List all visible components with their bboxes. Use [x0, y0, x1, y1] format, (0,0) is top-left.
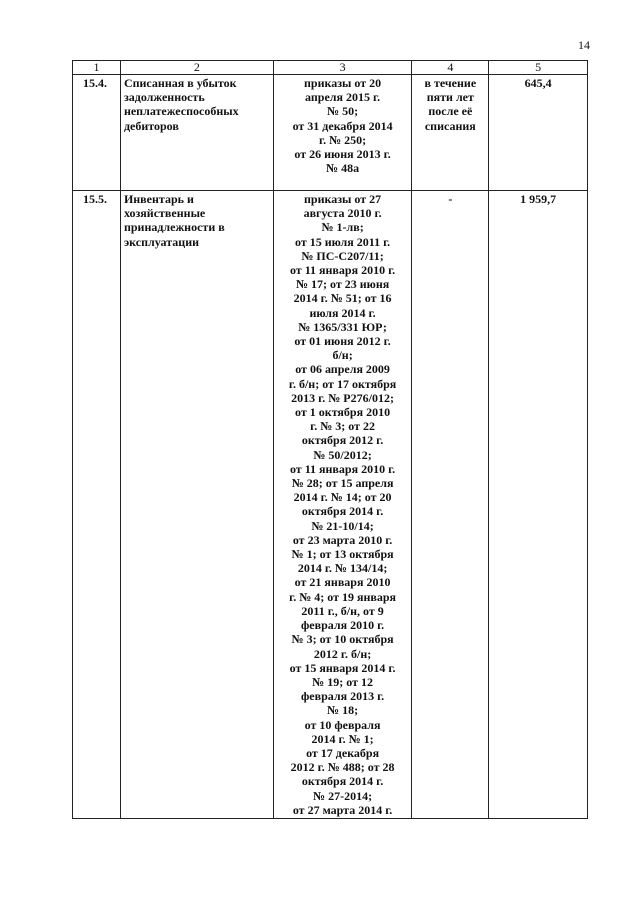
document-line: 2011 г., б/н, от 9 — [301, 603, 384, 618]
item-name-word: в — [218, 220, 225, 235]
document-line: № 48а — [326, 161, 360, 176]
item-name-line: Списанная в убыток — [123, 76, 237, 90]
document-line: от 1 октября 2010 — [295, 405, 391, 420]
documents-cell — [273, 191, 412, 819]
item-name-line: хозяйственные — [123, 206, 206, 221]
document-line: 2014 г. № 134/14; — [297, 561, 388, 576]
table-row — [73, 191, 588, 819]
document-line: № 50/2012; — [313, 447, 372, 462]
document-line: 2013 г. № Р276/012; — [291, 390, 394, 405]
term-line: пяти лет — [426, 90, 474, 105]
document-line: г. № 250; — [319, 132, 367, 147]
document-line: № 17; от 23 июня — [295, 277, 390, 292]
item-name-line: неплатежеспособных — [123, 104, 239, 119]
item-name-cell — [120, 191, 273, 819]
document-line: августа 2010 г. — [303, 206, 382, 221]
document-line: 2012 г. б/н; — [313, 646, 372, 661]
document-line: июля 2014 г. — [309, 305, 376, 320]
document-line: февраля 2013 г. — [300, 689, 385, 704]
column-number-2: 2 — [120, 61, 273, 75]
column-number-1: 1 — [73, 61, 121, 75]
document-line: 2014 г. № 14; от 20 — [293, 490, 392, 505]
document-line: 2012 г. № 488; от 28 — [290, 760, 395, 775]
document-line: октября 2014 г. — [301, 504, 384, 519]
item-name-line: дебиторов — [123, 118, 179, 133]
document-line: от 10 февраля — [304, 717, 381, 732]
document-line: № 50; — [327, 104, 359, 119]
document-line: от 15 января 2014 г. — [289, 660, 396, 675]
term-cell: - — [412, 191, 489, 819]
document-line: 2014 г. № 1; — [311, 731, 374, 746]
document-line: апреля 2015 г. — [305, 90, 381, 105]
page-number: 14 — [578, 38, 590, 52]
document-line: от 21 января 2010 — [294, 575, 391, 590]
document-line: октября 2012 г. — [301, 433, 384, 448]
row-number: 15.5. — [73, 191, 121, 819]
item-name-line — [124, 192, 270, 206]
document-line: № 18; — [327, 703, 359, 718]
document-line: от 27 марта 2014 г. — [292, 802, 393, 817]
document-line: № 1-лв; — [321, 220, 364, 235]
documents-cell — [273, 75, 412, 191]
document-line: от 23 марта 2010 г. — [292, 532, 393, 547]
document-line: г. № 3; от 22 — [310, 419, 376, 434]
item-name-word: принадлежности — [123, 220, 216, 235]
item-name-line — [124, 220, 270, 234]
item-name-line: эксплуатации — [123, 234, 200, 249]
column-number-3: 3 — [273, 61, 412, 75]
document-line: от 15 июля 2011 г. — [294, 234, 391, 249]
document-line: от 31 декабря 2014 — [292, 118, 393, 133]
document-line: № 27-2014; — [313, 788, 373, 803]
document-line: 2014 г. № 51; от 16 — [293, 291, 392, 306]
item-name-line — [124, 76, 270, 90]
document-line: приказы от 27 — [303, 192, 382, 206]
item-name-word: Инвентарь — [123, 192, 184, 206]
document-line: г. б/н; от 17 октября — [288, 376, 397, 391]
document-line: от 26 июня 2013 г. — [294, 147, 391, 162]
column-number-5: 5 — [489, 61, 588, 75]
document-line: от 06 апреля 2009 — [295, 362, 390, 377]
document-line: № 21-10/14; — [311, 518, 374, 533]
table-row — [73, 75, 588, 191]
document-line: № ПС-С207/11; — [301, 248, 384, 263]
column-number-4: 4 — [412, 61, 489, 75]
document-line: № 1365/331 ЮР; — [298, 319, 387, 334]
document-line: февраля 2010 г. — [300, 618, 385, 633]
amount-cell: 1 959,7 — [489, 191, 588, 819]
document-line: приказы от 20 — [303, 76, 382, 90]
term-cell — [412, 75, 489, 191]
term-line: списания — [424, 118, 476, 133]
ledger-table — [72, 60, 588, 819]
item-name-cell — [120, 75, 273, 191]
document-line: от 11 января 2010 г. — [289, 263, 396, 278]
item-name-word: и — [186, 192, 194, 206]
table-header-row — [73, 61, 588, 75]
term-line: в течение — [424, 76, 477, 90]
document-line: от 11 января 2010 г. — [289, 461, 396, 476]
document-line: октября 2014 г. — [301, 774, 384, 789]
document-line: № 1; от 13 октября — [291, 547, 394, 562]
document-line: г. № 4; от 19 января — [289, 589, 397, 604]
document-line: от 17 декабря — [306, 745, 380, 760]
row-number: 15.4. — [73, 75, 121, 191]
document-line: № 28; от 15 апреля — [291, 476, 394, 491]
document-line: № 19; от 12 — [312, 674, 373, 689]
amount-cell: 645,4 — [489, 75, 588, 191]
term-line: после её — [428, 104, 473, 119]
document-line: № 3; от 10 октября — [291, 632, 394, 647]
document-line: б/н; — [332, 348, 353, 363]
document-line: от 01 июня 2012 г. — [294, 334, 391, 349]
item-name-line: задолженность — [123, 90, 205, 105]
